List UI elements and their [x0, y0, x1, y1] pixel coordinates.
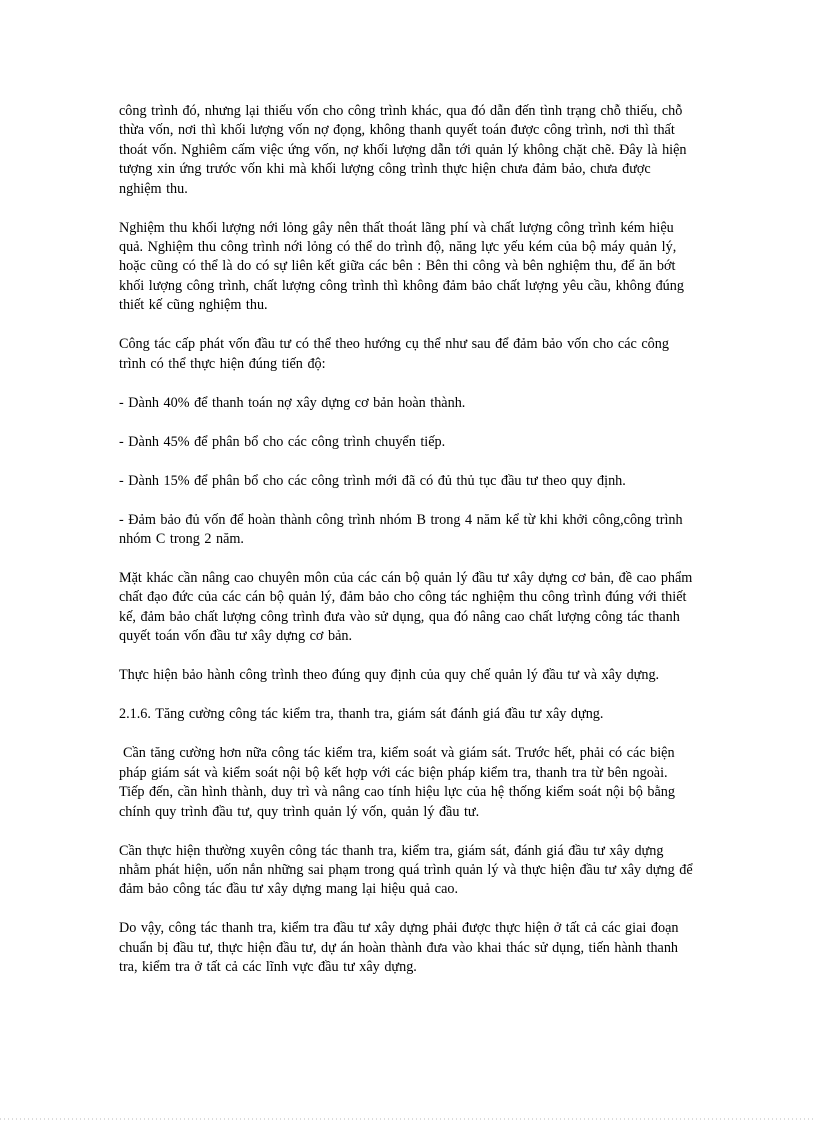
page-edge-dots [0, 1118, 816, 1120]
paragraph-strengthen-control: Cần tăng cường hơn nữa công tác kiểm tra, kiểm soát và giám sát. Trước hết, phải có các biện pháp giám sát và kiểm soát nội bộ kết hợp với các biện pháp kiểm tra, thanh tra từ bên ngoài. Tiếp đến, cần hình thành, duy trì và nâng cao tính hiệu lực của hệ thống kiểm soát nội bộ bằng chính quy trình đầu tư, quy trình quản lý vốn, quản lý đầu tư. [119, 745, 675, 820]
list-item-group-b-c: - Đảm bảo đủ vốn để hoàn thành công trình nhóm B trong 4 năm kể từ khi khởi công,công trình nhóm C trong 2 năm. [119, 511, 683, 548]
paragraph-capital-shortage: công trình đó, nhưng lại thiếu vốn cho công trình khác, qua đó dẫn đến tình trạng chỗ thiếu, chỗ thừa vốn, nơi thì khối lượng vốn nợ đọng, không thanh quyết toán được công trình, nơi thì thất thoát vốn. Nghiêm cấm việc ứng vốn, nợ khối lượng dẫn tới quản lý không chặt chẽ. Đây là hiện tượng xin ứng trước vốn khi mà khối lượng công trình thực hiện chưa đảm bảo, chưa được nghiệm thu. [119, 103, 687, 197]
list-item-45-percent: - Dành 45% để phân bổ cho các công trình chuyển tiếp. [119, 433, 446, 450]
paragraph-regular-inspection: Cần thực hiện thường xuyên công tác thanh tra, kiểm tra, giám sát, đánh giá đầu tư xây dựng nhằm phát hiện, uốn nắn những sai phạm trong quá trình quản lý và thực hiện đầu tư xây dựng để đảm bảo công tác đầu tư xây dựng mang lại hiệu quả cao. [119, 842, 693, 898]
paragraph-capital-allocation: Công tác cấp phát vốn đầu tư có thể theo hướng cụ thể như sau để đảm bảo vốn cho các công trình có thể thực hiện đúng tiến độ: [119, 336, 669, 372]
list-item-40-percent: - Dành 40% để thanh toán nợ xây dựng cơ bản hoàn thành. [119, 394, 466, 411]
list-item-15-percent: - Dành 15% để phân bổ cho các công trình mới đã có đủ thủ tục đầu tư theo quy định. [119, 472, 626, 489]
paragraph-all-stages: Do vậy, công tác thanh tra, kiểm tra đầu tư xây dựng phải được thực hiện ở tất cả các giai đoạn chuẩn bị đầu tư, thực hiện đầu tư, dự án hoàn thành đưa vào khai thác sử dụng, tiến hành thanh tra, kiểm tra ở tất cả các lĩnh vực đầu tư xây dựng. [119, 920, 679, 976]
paragraph-warranty: Thực hiện bảo hành công trình theo đúng quy định của quy chế quản lý đầu tư và xây dựng. [119, 667, 660, 684]
document-body [119, 102, 697, 997]
paragraph-acceptance-loosening: Nghiệm thu khối lượng nới lỏng gây nên thất thoát lãng phí và chất lượng công trình kém hiệu quả. Nghiệm thu công trình nới lỏng có thể do trình độ, năng lực yếu kém của bộ máy quản lý, hoặc cũng có thể là do có sự liên kết giữa các bên : Bên thi công và bên nghiệm thu, để ăn bớt khối lượng công trình, chất lượng công trình thì không đảm bảo chất lượng yêu cầu, không đúng thiết kế cũng nghiệm thu. [119, 219, 684, 314]
paragraph-staff-quality: Mặt khác cần nâng cao chuyên môn của các cán bộ quản lý đầu tư xây dựng cơ bản, đề cao phẩm chất đạo đức của các cán bộ quản lý, đảm bảo cho công tác nghiệm thu công trình đúng với thiết kế, đảm bảo chất lượng công trình đưa vào sử dụng, qua đó nâng cao chất lượng công tác thanh quyết toán vốn đầu tư xây dựng cơ bản. [119, 570, 693, 645]
section-heading-2-1-6: 2.1.6. Tăng cường công tác kiểm tra, thanh tra, giám sát đánh giá đầu tư xây dựng. [119, 706, 604, 723]
